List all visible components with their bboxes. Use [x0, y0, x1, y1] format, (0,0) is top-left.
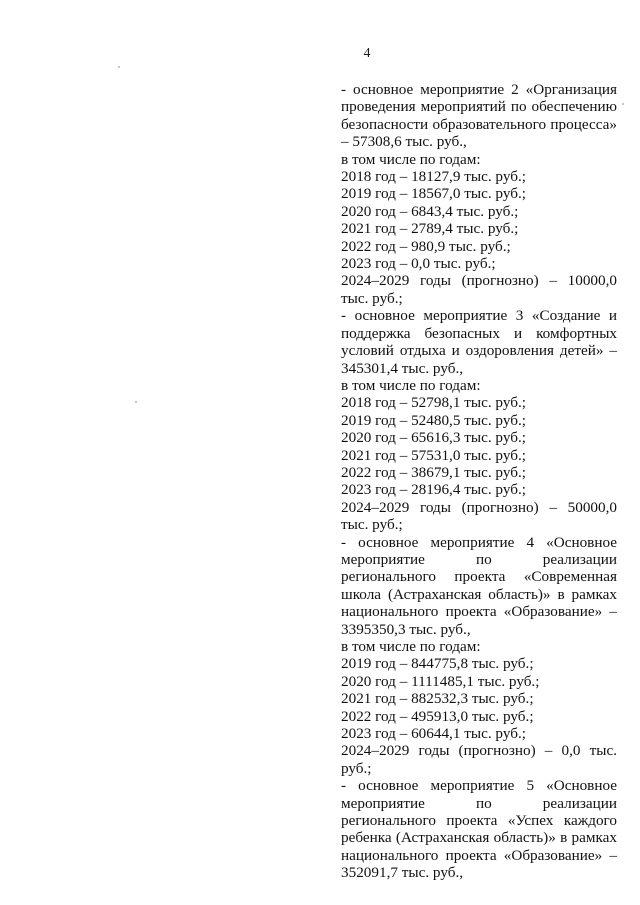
text-line: в том числе по годам: — [341, 150, 481, 168]
text-line: 2020 год – 1111485,1 тыс. руб.; — [341, 672, 540, 690]
paragraph: 2024–2029 годы (прогнозно) – 10000,0 тыс. руб.; — [341, 272, 617, 307]
text-line: 2019 год – 844775,8 тыс. руб.; — [341, 655, 534, 673]
text-line: 2023 год – 0,0 тыс. руб.; — [341, 255, 496, 273]
paragraph: - основное мероприятие 5 «Основное мероприятие по реализации регионального проекта «Успех каждого ребенка (Астраханская область)» в рамках национального проекта «Образование» – 352091,7 тыс. руб., — [341, 777, 617, 882]
paragraph: 2024–2029 годы (прогнозно) – 0,0 тыс. руб.; — [341, 742, 617, 777]
text-line: 2023 год – 60644,1 тыс. руб.; — [341, 725, 526, 743]
text-line: в том числе по годам: — [341, 638, 481, 655]
text-line: 2023 год – 28196,4 тыс. руб.; — [341, 481, 526, 499]
text-line: 2020 год – 6843,4 тыс. руб.; — [341, 202, 519, 220]
paragraph: - основное мероприятие 2 «Организация проведения мероприятий по обеспечению безопасности образовательного процесса» – 57308,6 тыс. руб., — [341, 81, 617, 151]
text-line: 2021 год – 57531,0 тыс. руб.; — [341, 446, 526, 464]
text-line: 2022 год – 980,9 тыс. руб.; — [341, 237, 511, 255]
page-number: 4 — [363, 46, 371, 61]
text-line: 2019 год – 52480,5 тыс. руб.; — [341, 411, 526, 429]
text-line: 2022 год – 495913,0 тыс. руб.; — [341, 707, 534, 725]
text-line: 2018 год – 52798,1 тыс. руб.; — [341, 394, 526, 412]
text-line: 2018 год – 18127,9 тыс. руб.; — [341, 168, 526, 186]
text-line: 2021 год – 882532,3 тыс. руб.; — [341, 690, 534, 708]
text-line: в том числе по годам: — [341, 376, 481, 394]
text-line: 2020 год – 65616,3 тыс. руб.; — [341, 429, 526, 447]
text-line: 2022 год – 38679,1 тыс. руб.; — [341, 463, 526, 481]
paragraph: 2024–2029 годы (прогнозно) – 50000,0 тыс. руб.; — [341, 498, 617, 534]
text-line: 2021 год – 2789,4 тыс. руб.; — [341, 220, 519, 238]
scan-speck — [622, 103, 624, 105]
paragraph: - основное мероприятие 4 «Основное мероприятие по реализации регионального проекта «Современная школа (Астраханская область)» в рамках национального проекта «Образование» – 3395350,3 тыс. руб., — [341, 533, 617, 638]
scan-speck — [118, 66, 120, 68]
text-line: 2019 год – 18567,0 тыс. руб.; — [341, 185, 526, 203]
document-body — [341, 81, 617, 882]
scan-speck — [135, 401, 137, 403]
paragraph: - основное мероприятие 3 «Создание и поддержка безопасных и комфортных условий отдыха и оздоровления детей» – 345301,4 тыс. руб., — [341, 307, 617, 377]
